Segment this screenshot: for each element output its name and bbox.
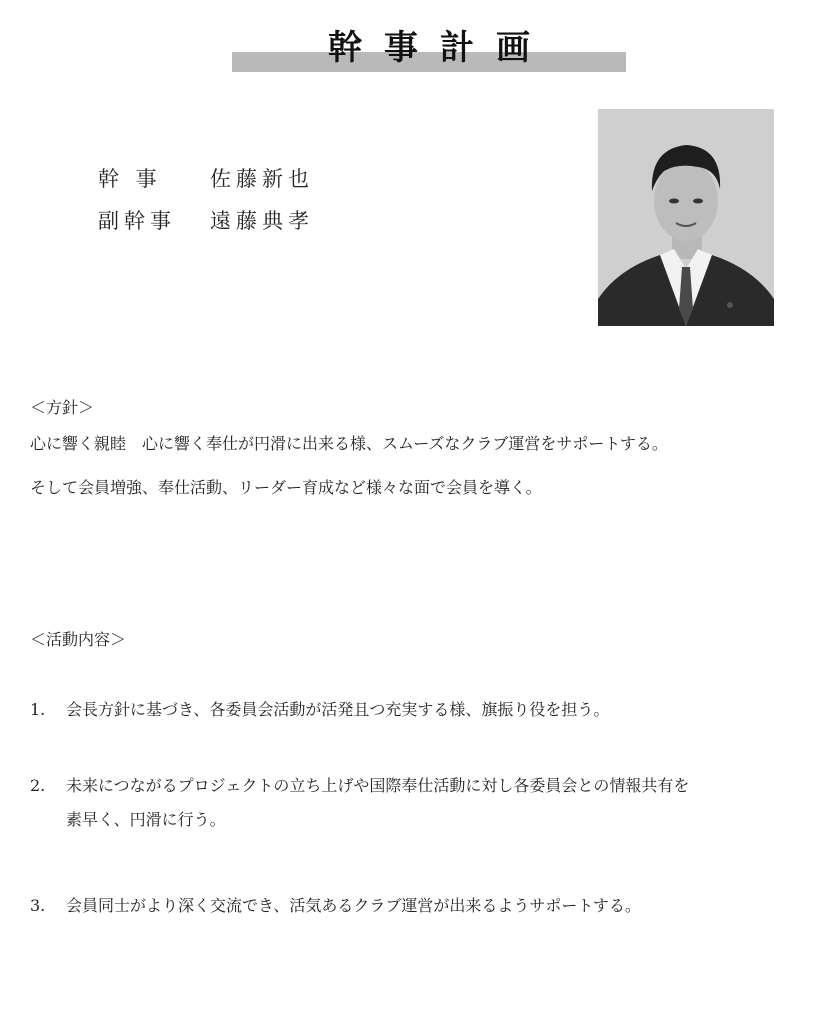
activities-heading: ＜活動内容＞	[30, 630, 127, 649]
item-number: 1.	[30, 700, 46, 719]
portrait-photo	[598, 109, 774, 326]
item-text-continued: 素早く、円滑に行う。	[66, 810, 226, 829]
activity-item-1	[30, 693, 609, 727]
item-number: 3.	[30, 896, 46, 915]
officer-name: 遠藤典孝	[210, 209, 314, 233]
page-title: 幹事計画	[328, 28, 552, 68]
activity-item-2	[30, 769, 689, 837]
policy-heading: ＜方針＞	[30, 398, 95, 417]
policy-line-2: そして会員増強、奉仕活動、リーダー育成など様々な面で会員を導く。	[30, 478, 542, 497]
officer-row-secretary	[98, 164, 314, 194]
item-number: 2.	[30, 776, 46, 795]
activity-item-3	[30, 889, 641, 923]
officer-role: 副幹事	[98, 209, 176, 233]
item-text: 会員同士がより深く交流でき、活気あるクラブ運営が出来るようサポートする。	[66, 896, 641, 915]
policy-line-1: 心に響く親睦 心に響く奉仕が円滑に出来る様、スムーズなクラブ運営をサポートする。	[30, 434, 668, 453]
officer-role: 幹 事	[98, 167, 162, 191]
officer-row-vice-secretary	[98, 206, 314, 236]
officer-name: 佐藤新也	[210, 167, 314, 191]
item-text: 会長方針に基づき、各委員会活動が活発且つ充実する様、旗振り役を担う。	[66, 700, 610, 719]
item-text: 未来につながるプロジェクトの立ち上げや国際奉仕活動に対し各委員会との情報共有を	[66, 776, 690, 795]
